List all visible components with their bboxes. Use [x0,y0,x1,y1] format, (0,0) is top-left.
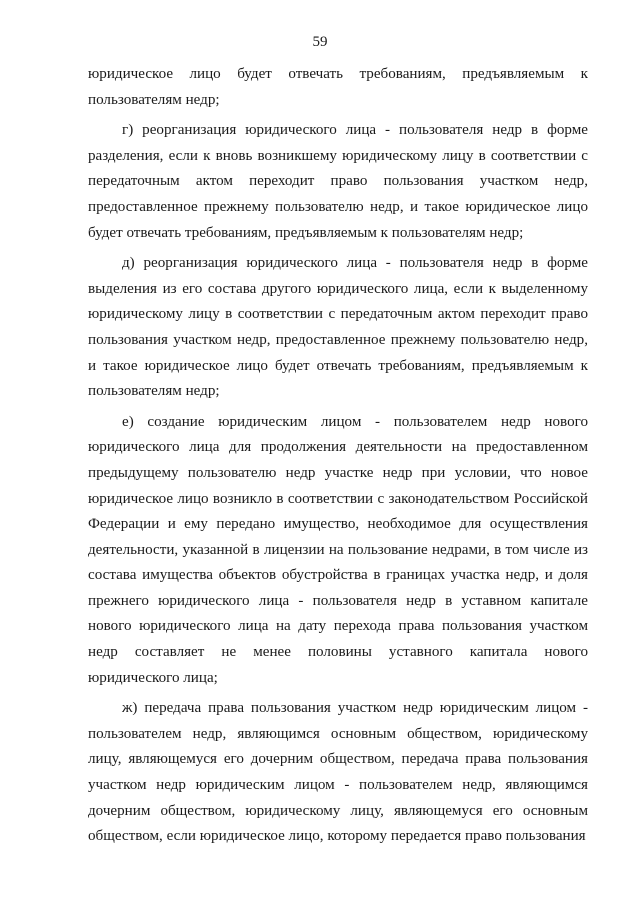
document-body [88,62,588,855]
paragraph-item-e: е) создание юридическим лицом - пользователем недр нового юридического лица для продолжения деятельности на предоставленном предыдущему пользователю недр участке недр при условии, что новое юридическое лицо возникло в соответствии с законодательством Российской Федерации и ему передано имущество, необходимое для осуществления деятельности, указанной в лицензии на пользование недрами, в том числе из состава имущества объектов обустройства в границах участка недр, и доля прежнего юридического лица - пользователя недр в уставном капитале нового юридического лица на дату перехода права пользования участком недр составляет не менее половины уставного капитала нового юридического лица; [88,413,588,686]
paragraph-continuation: юридическое лицо будет отвечать требованиям, предъявляемым к пользователям недр; [88,66,588,108]
paragraph-item-g: г) реорганизация юридического лица - пользователя недр в форме разделения, если к вновь возникшему юридическому лицу в соответствии с передаточным актом переходит право пользования участком недр, предоставленное прежнему пользователю недр, и такое юридическое лицо будет отвечать требованиям, предъявляемым к пользователям недр; [88,122,588,241]
paragraph-item-d: д) реорганизация юридического лица - пользователя недр в форме выделения из его состава другого юридического лица, если к выделенному юридическому лицу в соответствии с передаточным актом переходит право пользования участком недр, предоставленное прежнему пользователю недр, и такое юридическое лицо будет отвечать требованиям, предъявляемым к пользователям недр; [88,255,588,400]
paragraph-item-zh: ж) передача права пользования участком недр юридическим лицом - пользователем недр, являющимся основным обществом, юридическому лицу, являющемуся его дочерним обществом, передача права пользования участком недр юридическим лицом - пользователем недр, являющимся дочерним обществом, юридическому лицу, являющемуся его основным обществом, если юридическое лицо, которому передается право пользования [88,700,588,845]
page-number: 59 [312,34,328,50]
